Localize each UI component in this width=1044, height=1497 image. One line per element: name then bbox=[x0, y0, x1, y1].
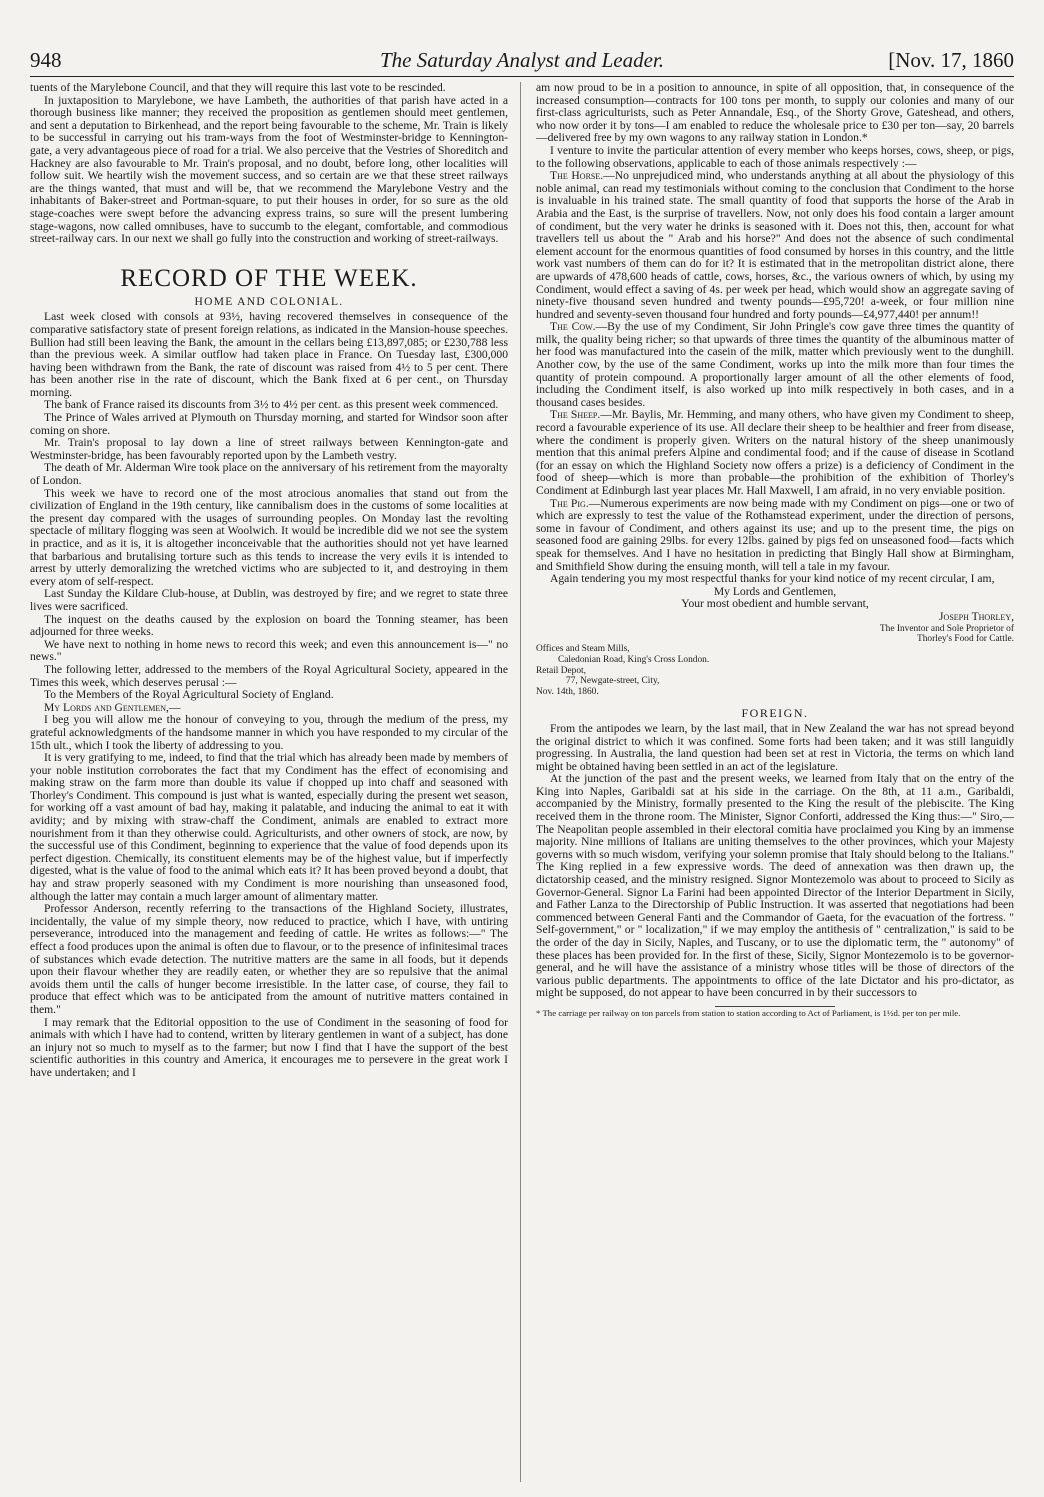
paragraph: am now proud to be in a position to announce, in spite of all opposition, that, in consequence of the increased consumption—contracts for 100 tons per month, to supply our colonies and many of our first-class agriculturists, such as Peter Annandale, Esq., of the Shorty Grove, Gateshead, and others, who now order it by tons—I am enabled to reduce the wholesale price to £30 per ton—say, 20 barrels—delivered free by my own wagons to any railway station in London.* bbox=[536, 81, 1014, 145]
horse-text: —No unprejudiced mind, who understands anything at all about the physiology of this noble animal, can read my testimonials without coming to the conclusion that Condiment to the horse is invaluable in his trained state. The small quantity of food that supports the horse of the Arab in Arabia and the East, is the surprise of travellers. Now, not only does his food contain a larger amount of condiment, but the very water he drinks is seasoned with it. Does not this, then, account for what travellers tell us about the " Arab and his horse?" And does not the absence of such condimental element account for the enormous quantities of food consumed by horses in this country, and the little work vast numbers of them can do for it? It is estimated that in the metropolitan district alone, there are upwards of 478,600 heads of cattle, cows, horses, &c., the various owners of which, by using my Condiment, would effect a saving of 4s. per week per head, which would show an aggregate saving of ninety-five thousand seven hundred and twenty pounds—£95,720! a-week, or four million nine hundred and seventy-seven thousand four hundred and forty pounds—£4,977,440! per annum!! bbox=[536, 169, 1014, 321]
paragraph-sheep bbox=[536, 409, 1014, 497]
journal-title: The Saturday Analyst and Leader. bbox=[379, 48, 665, 72]
sheep-label: The Sheep. bbox=[550, 408, 601, 422]
pig-label: The Pig. bbox=[550, 496, 589, 510]
paragraph: The following letter, addressed to the members of the Royal Agricultural Society, appeared in the Times this week, which deserves perusal :— bbox=[30, 662, 508, 689]
sheep-text: —Mr. Baylis, Mr. Hemming, and many others, who have given my Condiment to sheep, record a favourable experience of its use. All declare their sheep to be healthier and freer from disease, where the condiment is properly given. Writers on the natural history of the sheep unanimously mention that this animal prefers Alpine and condimental food; and if the cause of disease in Scotland (for an essay on which the Highland Society now offers a prize) is a deficiency of Condiment in the food of sheep—which is more than probable—the prohibition of the exhibition of Thorley's Condiment at Edinburgh last year places Mr. Hall Maxwell, I am afraid, in no very enviable position. bbox=[536, 408, 1015, 497]
paragraph: I may remark that the Editorial opposition to the use of Condiment in the seasoning of food for animals with which I have had to contend, written by literary gentlemen in want of a subject, has done an injury not so much to myself as to the farmer; but now I find that I have the support of the best scientific authorities in this country and America, it encourages me to persevere in the great work I have undertaken; and I bbox=[30, 1015, 508, 1079]
paragraph: The Prince of Wales arrived at Plymouth on Thursday morning, and started for Windsor soon after coming on shore. bbox=[30, 411, 508, 437]
paragraph: Last week closed with consols at 93½, having recovered themselves in consequence of the comparative satisfactory state of present foreign relations, as indicated in the Mansion-house speeches. Bullion had still been leaving the Bank, the amount in the cellars being £13,897,085; or £230,788 less than the previous week. A similar outflow had taken place in France. On Tuesday last, £300,000 having been withdrawn from the Bank, the rate of discount was raised from 4½ to 5 per cent. There has been another rise in the rate of discount, which the Bank fixed at 6 per cent., on Thursday morning. bbox=[30, 310, 508, 399]
foreign-heading: FOREIGN. bbox=[741, 706, 809, 721]
cow-text: —By the use of my Condiment, Sir John Pringle's cow gave three times the quantity of milk, the quality being richer; so that upwards of three times the quantity of the albuminous matter of her food was manufactured into the casein of the milk, matter which previously went to the dunghill. Another cow, by the use of the same Condiment, works up into the milk more than four times the quantity of protein compound. A proportionally larger amount of all the other elements of food, including the Condiment itself, is also worked up into milk respectively in both cases, and in a thousand cases besides. bbox=[536, 320, 1014, 409]
footnote: * The carriage per railway on ton parcels from station to station according to Act of Parliament, is 1½d. per ton per mile. bbox=[536, 1007, 961, 1018]
address-line: Offices and Steam Mills, bbox=[536, 644, 630, 655]
home-and-colonial-subheading: HOME AND COLONIAL. bbox=[194, 295, 344, 308]
letter-address-block bbox=[536, 644, 1014, 697]
cow-label: The Cow. bbox=[550, 320, 596, 334]
paragraph: In juxtaposition to Marylebone, we have Lambeth, the authorities of that parish have acted in a thorough business like manner; they received the proposition as gentlemen should meet gentlemen, and sent a deputation to Birkenhead, and the report being favourable to the scheme, Mr. Train is likely to be successful in carrying out his tram-ways from the foot of Westminster-bridge to Kennington-gate, a very advantageous piece of road for a trial. We also perceive that the Vestries of Shoreditch and Hackney are also favourable to Mr. Train's proposal, and no doubt, before long, other localities will follow suit. We heartily wish the movement success, and so certain are we that these street railways are the things wanted, that must and will be, that we recommend the Marylebone Vestry and the inhabitants of Baker-street and Portman-square, to put their houses in order, for so sure as the old stage-coaches were swept before the advancing express trains, so sure will the present lumbering stage-wagons, now called omnibuses, have to succumb to the elegant, comfortable, and commodious street-railway cars. In our next we shall go fully into the construction and working of street-railways. bbox=[30, 93, 508, 246]
paragraph: I venture to invite the particular attention of every member who keeps horses, cows, sheep, or pigs, to the following observations, applicable to each of those animals respectively :— bbox=[536, 143, 1014, 170]
signature-title: Thorley's Food for Cattle. bbox=[917, 633, 1014, 644]
paragraph: Mr. Train's proposal to lay down a line of street railways between Kennington-gate and Westminster-bridge, has been favourably reported upon by the Lambeth vestry. bbox=[30, 436, 508, 462]
paragraph: Again tendering you my most respectful thanks for your kind notice of my recent circular, I am, bbox=[550, 572, 995, 586]
horse-label: The Horse. bbox=[550, 169, 604, 183]
paragraph: The death of Mr. Alderman Wire took place on the anniversary of his retirement from the mayoralty of London. bbox=[30, 461, 508, 488]
paragraph: It is very gratifying to me, indeed, to find that the trial which has already been made by members of your noble institution corroborates the fact that my Condiment has the effect of economising and making straw on the farm more than double its value if chopped up into chaff and seasoned with Thorley's Condiment. This compound is just what is wanted, especially during the present wet season, for working off a vast amount of bad hay, making it palatable, and inducing the animal to eat it with avidity; and by mixing with straw-chaff the Condiment, animals are enabled to extract more nourishment from it than they otherwise could. Agriculturists, and other owners of stock, are now, by the successful use of this Condiment, beginning to experience that the value of food depends upon its perfect digestion. Chemically, its constituent elements may be of the highest value, but if imperfectly digested, what is the value of food to the animal which eats it? It has been proved beyond a doubt, that hay and straw properly seasoned with my Condiment is more nourishing than unseasoned food, although the latter may contain a much larger amount of alimentary matter. bbox=[30, 751, 508, 903]
signature-title: The Inventor and Sole Proprietor of bbox=[879, 623, 1014, 634]
letter-salutation: My Lords and Gentlemen,— bbox=[44, 700, 181, 714]
paragraph: Professor Anderson, recently referring to the transactions of the Highland Society, illustrates, incidentally, the value of my simple theory, now reduced to practice, which I have, with untiring perseverance, introduced into the management and feeding of cattle. He writes as follows:—" The effect a food produces upon the animal is often due to flavour, or to the presence of infinitesimal traces of substances which evade detection. The nutritive matters are the same in all foods, but it depends upon their flavour whether they are readily eaten, or whether they are so repulsive that the animal avoids them until the calls of hunger become irresistible. In the latter case, of course, they fail to produce that effect which was to be anticipated from the amount of nutritive matters contained in them." bbox=[30, 902, 508, 1016]
letter-closing: My Lords and Gentlemen, bbox=[713, 584, 837, 598]
header-rule bbox=[30, 76, 1014, 77]
address-line: Caledonian Road, King's Cross London. bbox=[558, 654, 710, 665]
letter-signature: Joseph Thorley, bbox=[939, 609, 1014, 623]
paragraph: From the antipodes we learn, by the last mail, that in New Zealand the war has not spread beyond the original district to which it was confined. Some forts had been taken; and it was still languidly progressing. In Australia, the land question had been set at rest in Victoria, the terms on which land might be obtained having been settled in an act of the legislature. bbox=[536, 721, 1014, 773]
paragraph-horse bbox=[536, 170, 1014, 321]
paragraph: I beg you will allow me the honour of conveying to you, through the medium of the press, my grateful acknowledgments of the handsome manner in which you have responded to my circular of the 15th ult., which I took the liberty of addressing to you. bbox=[30, 713, 508, 752]
column-divider bbox=[520, 82, 521, 1482]
issue-date: [Nov. 17, 1860 bbox=[888, 48, 1014, 72]
pig-text: —Numerous experiments are now being made with my Condiment on pigs—one or two of which are expressly to test the value of the Rothamstead experiment, under the direction of persons, some in favour of Condiment, and others against its use; and up to the present time, the pigs on seasoned food are gaining 29lbs. for every 12lbs. gained by pigs fed on unseasoned food—facts which speak for themselves. And I have no hesitation in predicting that Bingly Hall show at Birmingham, and Smithfield Show during the ensuing month, will tell a tale in my favour. bbox=[536, 496, 1014, 573]
masthead bbox=[30, 48, 1014, 74]
page-number: 948 bbox=[30, 48, 62, 72]
letter-closing: Your most obedient and humble servant, bbox=[681, 597, 869, 611]
left-column bbox=[30, 82, 508, 1080]
paragraph: At the junction of the past and the present weeks, we learned from Italy that on the entry of the King into Naples, Garibaldi sat at his side in the carriage. On the 8th, at 11 a.m., Garibaldi, accompanied by the Ministry, formally presented to the King the result of the plebiscite. The King received them in the throne room. The Minister, Signor Conforti, addressed the King thus:—" Siro,—The Neapolitan people assembled in their electoral comitia have proclaimed you King by an immense majority. Nine millions of Italians are uniting themselves to the other provinces, which your Majesty governs with so much wisdom, verifying your solemn promise that Italy should belong to the Italians." The King replied in a few expressive words. The deed of annexation was then drawn up, the dictatorship ceased, and the ministry resigned. Signor Montezemolo was about to proceed to Sicily as Governor-General. Signor La Farini had been appointed Director of the Interior Department in Sicily, and Father Lanza to the Directorship of Public Instruction. It was asserted that negotiations had been commenced between General Fanti and the Commandor of Gaeta, for the evacuation of the fortress. " Self-government," or " localization," if we may employ the antithesis of " centralization," is said to be the order of the day in Sicily, Naples, and Tuscany, or to use the diplomatic term, the " autonomy" of these places has been provided for. In the first of these, Sicily, Signor Montezemolo is to be governor-general, and he will have the assistance of a ministry whose titles will be those of directors of the various public departments. The appointments to office of the late Dictator and his pro-dictator, as might be supposed, do not appear to have been concurred in by their successors to bbox=[536, 772, 1014, 1000]
address-line: Retail Depot, bbox=[536, 665, 586, 676]
paragraph: The bank of France raised its discounts from 3½ to 4½ per cent. as this present week commenced. bbox=[44, 398, 499, 412]
paragraph-cow bbox=[536, 321, 1014, 409]
paragraph: tuents of the Marylebone Council, and that they will require this last vote to be rescinded. bbox=[30, 81, 446, 94]
record-of-the-week-heading: RECORD OF THE WEEK. bbox=[120, 264, 418, 292]
paragraph: This week we have to record one of the most atrocious anomalies that stand out from the civilization of England in the 19th century, like cannibalism does in the customs of some localities at the present day compared with the usages of surrounding peoples. On Monday last the revolting spectacle of military flogging was seen at Woolwich. It would be incredible did we not see the system in practice, and as it is, it is altogether inconceivable that the authorities should not yet have learned that barbarious and brutalising torture such as this tends to increase the very evils it is intended to arrest by utterly demoralizing the wretched victims who are subjected to it, and destroying in them every atom of self-respect. bbox=[30, 486, 508, 588]
footnote-rule bbox=[715, 1006, 835, 1007]
paragraph-pig bbox=[536, 498, 1014, 574]
letter-date: Nov. 14th, 1860. bbox=[536, 686, 599, 697]
address-line: 77, Newgate-street, City, bbox=[566, 676, 660, 687]
paragraph: Last Sunday the Kildare Club-house, at Dublin, was destroyed by fire; and we regret to state three lives were sacrificed. bbox=[30, 587, 508, 613]
right-column bbox=[536, 82, 1014, 1019]
paragraph: The inquest on the deaths caused by the explosion on board the Tonning steamer, has been adjourned for three weeks. bbox=[30, 612, 508, 639]
letter-address-line: To the Members of the Royal Agricultural Society of England. bbox=[44, 688, 334, 702]
paragraph: We have next to nothing in home news to record this week; and even this announcement is—" no news." bbox=[30, 637, 508, 664]
